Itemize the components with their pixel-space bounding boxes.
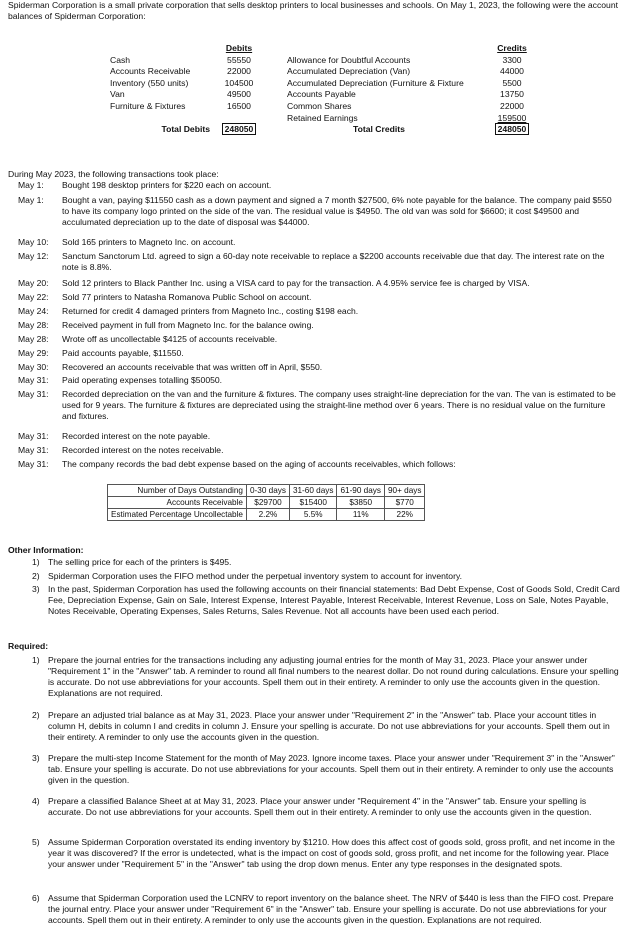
credits-header: Credits (497, 43, 527, 53)
credit-amount: 22000 (500, 100, 524, 111)
balance-row (110, 101, 535, 113)
item-text: Assume Spiderman Corporation overstated its ending inventory by $1210. How does this affect cost of goods sold, gross profit, and net income in the year it was discovered? If the error is undetected, what is the impact on cost of goods sold, gross profit, and net income for the following year. Place your answer under "Requirement 5" in the "Answer" tab using the drop down menus. Enter any type responses in the designated spots. (48, 837, 615, 869)
aging-ar-cell: $770 (384, 497, 424, 509)
aging-days-cell: 61-90 days (337, 485, 385, 497)
debits-header: Debits (225, 43, 253, 53)
item-number: 6) (32, 893, 40, 903)
transaction-date: May 31: (18, 459, 49, 469)
credit-amount: 44000 (500, 66, 524, 77)
aging-pct-cell: 5.5% (289, 509, 337, 521)
other-information-heading: Other Information: (8, 545, 84, 555)
transaction-text: Bought 198 desktop printers for $220 each on account. (62, 180, 272, 190)
aging-days-cell: 90+ days (384, 485, 424, 497)
transaction-text: Paid operating expenses totalling $50050. (62, 375, 223, 385)
aging-row-label: Number of Days Outstanding (108, 485, 247, 497)
required-heading: Required: (8, 641, 49, 651)
transaction-text: Recorded interest on the note payable. (62, 431, 211, 441)
transaction-date: May 31: (18, 431, 49, 441)
debit-account: Furniture & Fixtures (110, 100, 186, 111)
item-number: 2) (32, 710, 40, 720)
total-credits-label: Total Credits (353, 124, 405, 135)
item-text: In the past, Spiderman Corporation has used the following accounts on their financial statements: Bad Debt Expense, Cost of Goods Sold, Credit Card Fee, Depreciation Expense, Gain on Sale, Interest Expense, Interest Payable, Interest Receivable, Interest Revenue, Loss on Sale, Notes Payable, Notes Receivable, Operating Expenses, Sales Returns, Sales Revenue. Not all accounts have been used each period. (48, 584, 620, 616)
balance-row (110, 78, 535, 90)
item-text: Prepare the multi-step Income Statement for the month of May 2023. Ignore income taxes. Place your answer under "Requirement 3" in the "Answer" tab. Ensure your spelling is accurate. Do not use abbreviations for your accounts. Spell them out in their entirety. A reminder to only use the accounts given in the question. (48, 753, 615, 785)
transaction-text: Sold 12 printers to Black Panther Inc. using a VISA card to pay for the transaction. A 4.95% service fee is charged by VISA. (62, 278, 530, 288)
credit-amount: 3300 (502, 54, 522, 65)
transaction-text: Recorded depreciation on the van and the furniture & fixtures. The company uses straight-line depreciation for the van. The van is estimated to be used for 9 years. The furniture & fixtures are depreciated using the straight-line method over 6 years. There is no residual value on the furniture and fixtures. (62, 389, 616, 421)
transaction-text: Sold 165 printers to Magneto Inc. on account. (62, 237, 236, 247)
transaction-date: May 28: (18, 320, 49, 330)
aging-row-label: Accounts Receivable (108, 497, 247, 509)
account-balances-table (110, 43, 535, 136)
aging-table (107, 484, 425, 521)
transaction-date: May 30: (18, 362, 49, 372)
credit-account: Accumulated Depreciation (Van) (287, 66, 411, 77)
credit-account: Accounts Payable (287, 89, 356, 100)
total-debits-value: 248050 (222, 123, 257, 135)
item-text: The selling price for each of the printers is $495. (48, 557, 232, 567)
transaction-date: May 10: (18, 237, 49, 247)
transaction-date: May 24: (18, 306, 49, 316)
credit-amount: 13750 (500, 89, 524, 100)
aging-pct-cell: 2.2% (246, 509, 289, 521)
item-number: 3) (32, 753, 40, 763)
transaction-date: May 28: (18, 334, 49, 344)
balance-row (110, 89, 535, 101)
transaction-text: Wrote off as uncollectable $4125 of accounts receivable. (62, 334, 278, 344)
transaction-item (8, 180, 618, 191)
total-debits-label: Total Debits (161, 124, 210, 135)
credit-account: Accumulated Depreciation (Furniture & Fixture (287, 77, 464, 88)
aging-ar-cell: $29700 (246, 497, 289, 509)
aging-days-cell: 0-30 days (246, 485, 289, 497)
item-number: 1) (32, 557, 40, 567)
transaction-text: Received payment in full from Magneto Inc. for the balance owing. (62, 320, 314, 330)
transaction-text: Sanctum Sanctorum Ltd. agreed to sign a 60-day note receivable to replace a $2200 accounts receivable due that day. The interest rate on the note is 8.8%. (62, 251, 605, 272)
transaction-date: May 31: (18, 375, 49, 385)
item-number: 1) (32, 655, 40, 665)
credit-account: Retained Earnings (287, 112, 358, 123)
aging-pct-cell: 22% (384, 509, 424, 521)
item-number: 5) (32, 837, 40, 847)
intro-paragraph: Spiderman Corporation is a small private corporation that sells desktop printers to local businesses and schools. On May 1, 2023, the following were the account balances of Spiderman Corporation: (8, 0, 619, 21)
transaction-text: Bought a van, paying $11550 cash as a down payment and signed a 7 month $27500, 6% note payable for the balance. The company paid $550 to have its company logo printed on the side of the van. The residual value is $4950. The old van was sold for $6600; it cost $49500 and acculumated depreciation up to the date of disposal was $44000. (62, 195, 612, 227)
debit-amount: 22000 (227, 66, 251, 77)
item-number: 4) (32, 796, 40, 806)
aging-days-row (108, 485, 425, 497)
credit-account: Common Shares (287, 100, 352, 111)
debit-amount: 49500 (227, 89, 251, 100)
aging-days-cell: 31-60 days (289, 485, 337, 497)
debit-account: Inventory (550 units) (110, 77, 189, 88)
credit-amount: 5500 (502, 77, 522, 88)
item-text: Prepare the journal entries for the transactions including any adjusting journal entries for the month of May 31, 2023. Place your answer under "Requirement 1" in the "Answer" tab. A reminder to round all final numbers to the nearest dollar. Do not round during calculations. Ensure your spelling is accurate. Do not use abbreviations for your accounts. Spell them out in their entirety. A reminder to only use the accounts given in the question. Explanations are not required. (48, 655, 619, 698)
balance-row (110, 113, 535, 125)
balance-row (110, 55, 535, 67)
debit-account: Cash (110, 54, 131, 65)
aging-row-label: Estimated Percentage Uncollectable (108, 509, 247, 521)
debit-amount: 16500 (227, 100, 251, 111)
transaction-date: May 31: (18, 445, 49, 455)
transaction-text: Returned for credit 4 damaged printers from Magneto Inc., costing $198 each. (62, 306, 359, 316)
transaction-text: The company records the bad debt expense based on the aging of accounts receivables, which follows: (62, 459, 456, 469)
transactions-heading: During May 2023, the following transactions took place: (8, 169, 219, 179)
debit-account: Van (110, 89, 125, 100)
transaction-text: Sold 77 printers to Natasha Romanova Public School on account. (62, 292, 312, 302)
aging-ar-row (108, 497, 425, 509)
transaction-date: May 20: (18, 278, 49, 288)
item-number: 3) (32, 584, 40, 594)
transaction-text: Recorded interest on the notes receivable. (62, 445, 224, 455)
item-number: 2) (32, 571, 40, 581)
item-text: Prepare a classified Balance Sheet at at May 31, 2023. Place your answer under "Requirement 4" in the "Answer" tab. Ensure your spelling is accurate. Do not use abbreviations for your accounts. Spell them out in their entirety. A reminder to only use the accounts given in the question. (48, 796, 592, 817)
credit-amount: 159500 (497, 112, 527, 123)
item-text: Spiderman Corporation uses the FIFO method under the perpetual inventory system to account for inventory. (48, 571, 462, 581)
transaction-text: Recovered an accounts receivable that was written off in April, $550. (62, 362, 323, 372)
aging-ar-cell: $3850 (337, 497, 385, 509)
credit-account: Allowance for Doubtful Accounts (287, 54, 411, 65)
transaction-date: May 29: (18, 348, 49, 358)
balance-row (110, 66, 535, 78)
item-text: Assume that Spiderman Corporation used the LCNRV to report inventory on the balance sheet. The NRV of $440 is less than the FIFO cost. Prepare the journal entry. Place your answer under "Requirement 6" in the "Answer" tab. Ensure your spelling is accurate. Do not use abbreviations for your accounts. Spell them out in their entirety. A reminder to only use the accounts given in the question. Explanations are not required. (48, 893, 614, 925)
aging-pct-row (108, 509, 425, 521)
aging-pct-cell: 11% (337, 509, 385, 521)
transaction-date: May 31: (18, 389, 49, 399)
debit-account (110, 113, 216, 125)
debit-amount: 104500 (224, 77, 254, 88)
debit-amount: 55550 (227, 54, 251, 65)
item-text: Prepare an adjusted trial balance as at May 31, 2023. Place your answer under "Requirement 2" in the "Answer" tab. Place your account titles in column H, debits in column I and credits in column J. Ensure your spelling is accurate. Do not use abbreviations for your accounts. Spell them out in their entirety. A reminder to only use the accounts given in the question. (48, 710, 610, 742)
transaction-date: May 12: (18, 251, 49, 261)
transaction-date: May 1: (18, 180, 44, 190)
balances-header-row (110, 43, 535, 55)
totals-row (110, 124, 535, 136)
debit-account: Accounts Receivable (110, 66, 191, 77)
transaction-date: May 1: (18, 195, 44, 205)
aging-ar-cell: $15400 (289, 497, 337, 509)
total-credits-value: 248050 (495, 123, 530, 135)
transaction-date: May 22: (18, 292, 49, 302)
transaction-item (8, 195, 618, 228)
transaction-text: Paid accounts payable, $11550. (62, 348, 184, 358)
